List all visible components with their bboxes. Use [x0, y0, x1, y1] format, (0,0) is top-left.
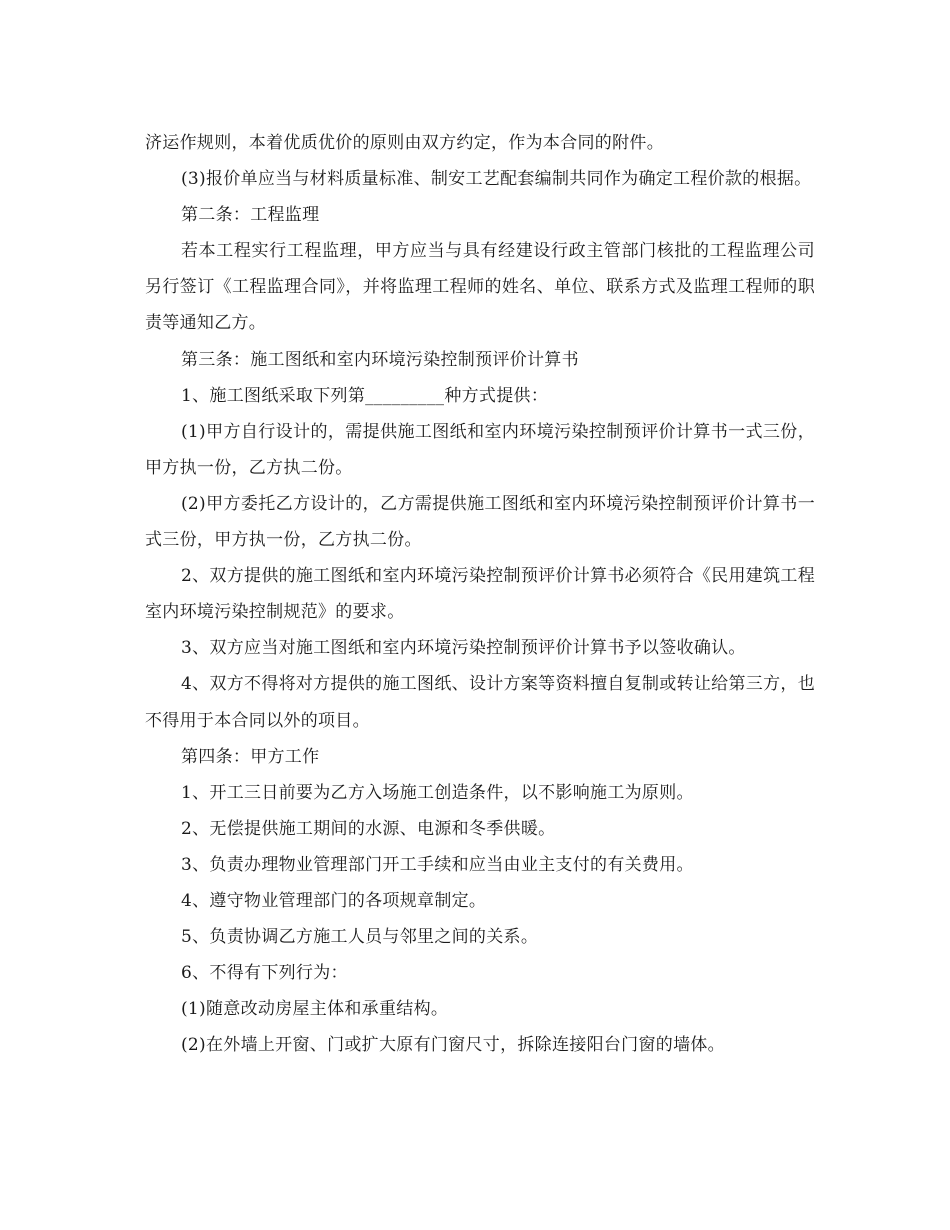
paragraph-party-a-item-4: 4、遵守物业管理部门的各项规章制定。 — [181, 890, 487, 911]
paragraph-party-a-item-6: 6、不得有下列行为： — [181, 963, 348, 984]
paragraph-prohibited-1: (1)随意改动房屋主体和承重结构。 — [181, 999, 449, 1020]
article-heading-party-a: 第四条：甲方工作 — [181, 746, 320, 767]
paragraph-drawings-signoff: 3、双方应当对施工图纸和室内环境污染控制预评价计算书予以签收确认。 — [181, 638, 746, 659]
paragraph-prohibited-2: (2)在外墙上开窗、门或扩大原有门窗尺寸，拆除连接阳台门窗的墙体。 — [181, 1035, 725, 1056]
paragraph-drawings-method: 1、施工图纸采取下列第_________种方式提供： — [181, 385, 549, 406]
paragraph-drawings-copyright: 4、双方不得将对方提供的施工图纸、设计方案等资料擅自复制或转让给第三方，也不得用于本合同以外的项目。 — [145, 674, 815, 731]
paragraph-drawings-standard: 2、双方提供的施工图纸和室内环境污染控制预评价计算书必须符合《民用建筑工程室内环境污染控制规范》的要求。 — [145, 566, 815, 623]
paragraph-drawings-option-1: (1)甲方自行设计的，需提供施工图纸和室内环境污染控制预评价计算书一式三份，甲方执一份，乙方执二份。 — [145, 421, 815, 478]
paragraph-continuation: 济运作规则，本着优质优价的原则由双方约定，作为本合同的附件。 — [145, 133, 664, 153]
paragraph-party-a-item-2: 2、无偿提供施工期间的水源、电源和冬季供暖。 — [181, 818, 556, 839]
paragraph-supervision: 若本工程实行工程监理，甲方应当与具有经建设行政主管部门核批的工程监理公司另行签订《工程监理合同》，并将监理工程师的姓名、单位、联系方式及监理工程师的职责等通知乙方。 — [145, 241, 815, 334]
article-heading-drawings: 第三条：施工图纸和室内环境污染控制预评价计算书 — [181, 349, 579, 370]
article-heading-supervision: 第二条：工程监理 — [181, 205, 320, 226]
paragraph-party-a-item-3: 3、负责办理物业管理部门开工手续和应当由业主支付的有关费用。 — [181, 854, 694, 875]
paragraph-party-a-item-1: 1、开工三日前要为乙方入场施工创造条件，以不影响施工为原则。 — [181, 782, 694, 803]
paragraph-quotation-basis: (3)报价单应当与材料质量标准、制安工艺配套编制共同作为确定工程价款的根据。 — [181, 169, 812, 190]
paragraph-party-a-item-5: 5、负责协调乙方施工人员与邻里之间的关系。 — [181, 927, 539, 948]
paragraph-drawings-option-2: (2)甲方委托乙方设计的，乙方需提供施工图纸和室内环境污染控制预评价计算书一式三份，甲方执一份，乙方执二份。 — [145, 493, 815, 551]
document-body — [145, 125, 815, 1063]
